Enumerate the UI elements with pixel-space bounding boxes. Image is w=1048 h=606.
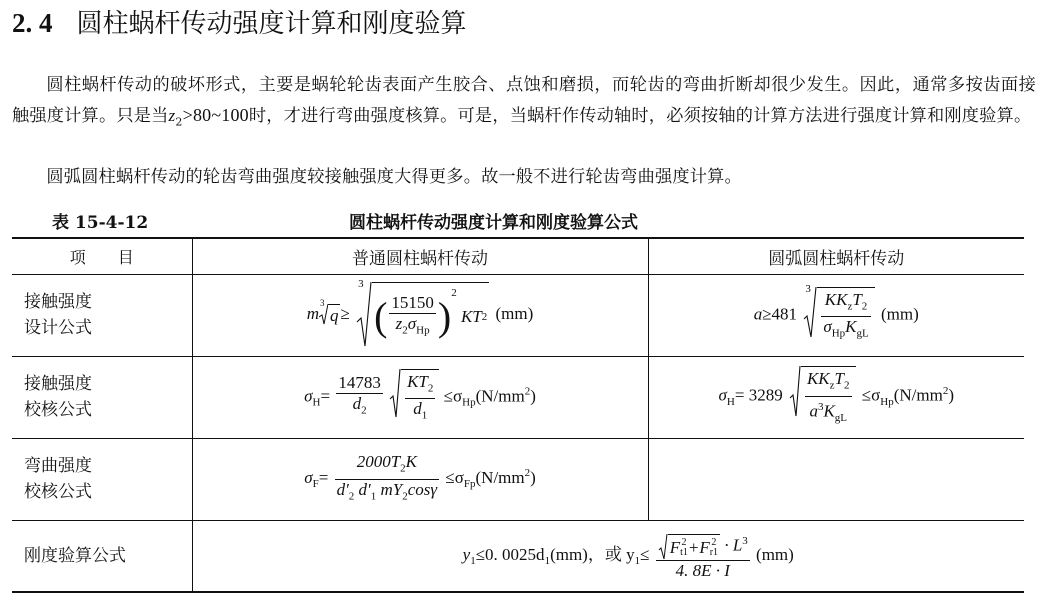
z-range: >80~100 — [182, 105, 249, 125]
var-z-sub: 2 — [175, 115, 183, 129]
formula-bending-check-normal: $\sigma_F=$ $\frac{2000T_2K}{d'_2 d'_1 mY_2\cos\gamma}$ $\le\sigma_{Fp}(N/mm^2)$ — [192, 438, 648, 520]
var-z: z — [168, 106, 176, 125]
paragraph-1-text-a: 圆柱蜗杆传动的破坏形式，主要是蜗轮轮齿表面产生胶合、点蚀和磨损，而轮齿的弯曲折断却很少发生。因此，通常多按齿面接触强度计算。只是当 — [12, 75, 1036, 126]
row-label: 接触强度 校核公式 — [12, 356, 192, 438]
row-label: 接触强度 设计公式 — [12, 274, 192, 356]
table-number: 表 15-4-12 — [52, 213, 149, 233]
paragraph-1 — [12, 70, 1036, 137]
formula-contact-check-normal: $\sigma_H=$ $\frac{14783}{d_2}$ $\frac{KT_2}{d_1}$ $\le\sigma_{Hp}(N/mm^2)$ — [192, 356, 648, 438]
formula-contact-design-arc: a≥481 3 $\frac{KK_zT_2}{\sigma_{Hp}K_{gL}}$ (mm) — [648, 274, 1024, 356]
section-title — [12, 6, 467, 41]
paragraph-1-text-b: 时，才进行弯曲强度核算。可是，当蜗杆作传动轴时，必须按轴的计算方法进行强度计算和刚度验算。 — [248, 106, 1032, 126]
formula-table — [12, 237, 1024, 593]
table-row — [12, 356, 1024, 438]
formula-stiffness: $y_1\le 0$. $0025d_1(mm)$，或 $y_1\le$ F 2 t1 +F 2 r1 · $L^3$ 4. 8E · I (mm) — [192, 520, 1024, 592]
table-row — [12, 520, 1024, 592]
row-label: 刚度验算公式 — [12, 520, 192, 592]
table-caption: 圆柱蜗杆传动强度计算和刚度验算公式 — [349, 213, 638, 233]
header-arc: 圆弧圆柱蜗杆传动 — [648, 238, 1024, 274]
table-row — [12, 274, 1024, 356]
table-row — [12, 438, 1024, 520]
row-label: 弯曲强度 校核公式 — [12, 438, 192, 520]
empty-cell — [648, 438, 1024, 520]
header-item: 项 目 — [12, 238, 192, 274]
section-number: 2. 4 — [12, 8, 53, 38]
formula-contact-check-arc: $\sigma_H= 3289$ $\frac{KK_zT_2}{a^3K_{gL}}$ $\le\sigma_{Hp}(N/mm^2)$ — [648, 356, 1024, 438]
paragraph-2: 圆弧圆柱蜗杆传动的轮齿弯曲强度较接触强度大得更多。故一般不进行轮齿弯曲强度计算。 — [46, 167, 742, 187]
header-normal: 普通圆柱蜗杆传动 — [192, 238, 648, 274]
formula-contact-design-normal: m 3 q ≥ 3 ( $\frac{15150}{z_2\sigma_{Hp}}$ ) $^2$ KT 2 (mm) — [192, 274, 648, 356]
table-header-row — [12, 238, 1024, 274]
section-heading: 圆柱蜗杆传动强度计算和刚度验算 — [76, 9, 467, 39]
